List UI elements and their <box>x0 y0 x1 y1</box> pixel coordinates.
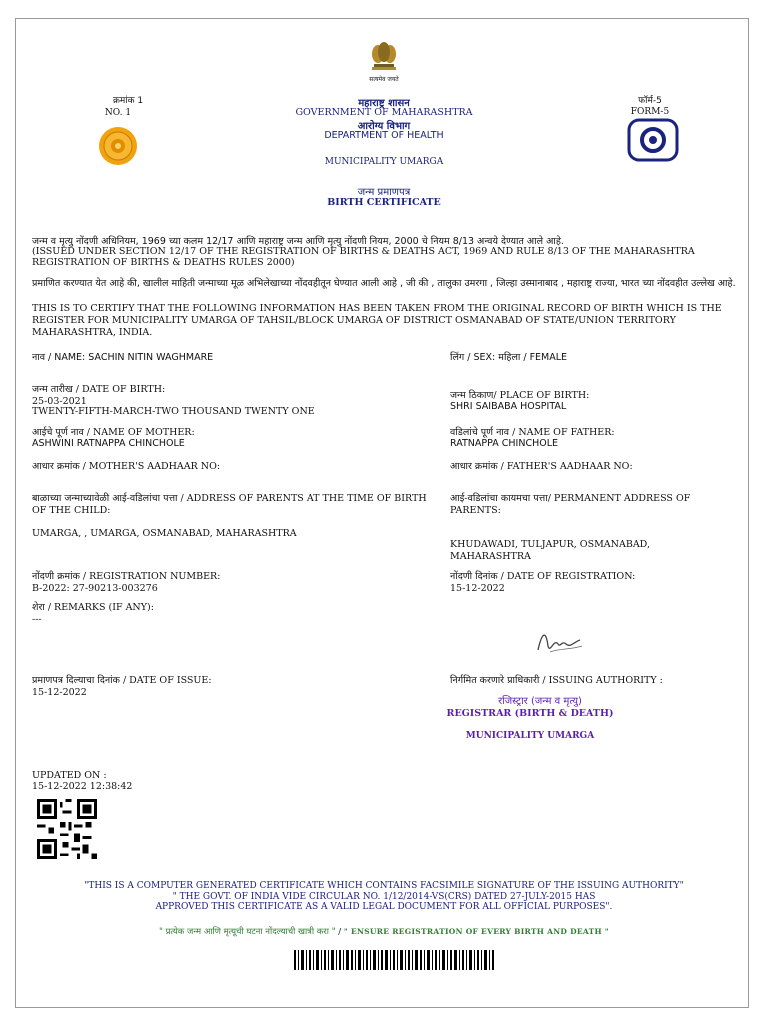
maharashtra-seal-icon <box>88 124 148 168</box>
address-birth-label: बाळाच्या जन्माच्यावेळी आई-वडिलांचा पत्ता / ADDRESS OF PARENTS AT THE TIME OF BIRTH OF THE CHILD: <box>32 493 427 516</box>
sex-value: महिला / FEMALE <box>498 352 568 363</box>
signature-image <box>530 618 590 666</box>
slogan-separator: / <box>335 927 344 937</box>
barcode-icon <box>294 950 494 970</box>
name-value: SACHIN NITIN WAGHMARE <box>88 352 214 363</box>
title-en: BIRTH CERTIFICATE <box>327 197 441 208</box>
footer-line-1: "THIS IS A COMPUTER GENERATED CERTIFICATE WHICH CONTAINS FACSIMILE SIGNATURE OF THE ISSUING AUTHORITY" <box>84 881 684 891</box>
address-perm-value: KHUDAWADI, TULJAPUR, OSMANABAD, MAHARASHTRA <box>450 539 650 562</box>
name-label: नाव / NAME: <box>32 352 89 363</box>
footer-line-3: APPROVED THIS CERTIFICATE AS A VALID LEGAL DOCUMENT FOR ALL OFFICIAL PURPOSES". <box>155 902 613 912</box>
regdate-label: नोंदणी दिनांक / DATE OF REGISTRATION: <box>450 571 636 582</box>
serial-mr: क्रमांक 1 <box>112 96 144 106</box>
dob-words: TWENTY-FIFTH-MARCH-TWO THOUSAND TWENTY ONE <box>32 406 315 417</box>
intro-en-1: (ISSUED UNDER SECTION 12/17 OF THE REGISTRATION OF BIRTHS & DEATHS ACT, 1969 AND RULE 8/13 OF THE MAHARASHTRA REGISTRATION OF BIRTHS & DEATHS RULES 2000) <box>32 246 695 268</box>
mother-label: आईचे पूर्ण नाव / NAME OF MOTHER: <box>32 427 195 438</box>
updated-label: UPDATED ON : <box>32 770 107 781</box>
govt-en: GOVERNMENT OF MAHARASHTRA <box>295 107 473 118</box>
address-perm-label: आई-वडिलांचा कायमचा पत्ता/ PERMANENT ADDRESS OF PARENTS: <box>450 493 691 516</box>
remarks-value: --- <box>32 614 42 625</box>
father-value: RATNAPPA CHINCHOLE <box>450 438 558 449</box>
slogan <box>34 926 734 938</box>
sex-row <box>450 352 740 364</box>
registrar-mr: रजिस्ट्रार (जन्म व मृत्यु) <box>498 696 582 707</box>
authority-label: निर्गमित करणारे प्राधिकारी / ISSUING AUTHORITY : <box>450 675 663 686</box>
sex-label: लिंग / SEX: <box>450 352 499 363</box>
dept-en: DEPARTMENT OF HEALTH <box>324 130 444 141</box>
pob-label: जन्म ठिकाण/ PLACE OF BIRTH: <box>450 390 590 401</box>
regno-label: नोंदणी क्रमांक / REGISTRATION NUMBER: <box>32 571 221 582</box>
dept-mr: आरोग्य विभाग <box>357 121 411 132</box>
registrar-en: REGISTRAR (BIRTH & DEATH) <box>446 708 614 719</box>
address-birth-value: UMARGA, , UMARGA, OSMANABAD, MAHARASHTRA <box>32 528 297 539</box>
slogan-mr: " प्रत्येक जन्म आणि मृत्यूची घटना नोंदल्याची खात्री करा " <box>158 927 336 937</box>
remarks-label: शेरा / REMARKS (IF ANY): <box>32 602 154 613</box>
municipality-header: MUNICIPALITY UMARGA <box>324 157 444 167</box>
health-dept-logo-icon <box>627 118 679 162</box>
father-label: वडिलांचे पूर्ण नाव / NAME OF FATHER: <box>450 427 615 438</box>
footer-line-2: " THE GOVT. OF INDIA VIDE CIRCULAR NO. 1/12/2014-VS(CRS) DATED 27-JULY-2015 HAS <box>172 892 596 902</box>
serial-en: NO. 1 <box>104 108 132 118</box>
intro-mr-1: जन्म व मृत्यु नोंदणी अधिनियम, 1969 च्या कलम 12/17 आणि महाराष्ट्र जन्म आणि मृत्यु नोंदणी नियम, 2000 चे नियम 8/13 अन्वये देण्यात आले आहे. <box>32 236 564 247</box>
emblem-caption: सत्यमेव जयते <box>369 76 399 83</box>
name-row <box>32 352 422 364</box>
intro-en-2: THIS IS TO CERTIFY THAT THE FOLLOWING INFORMATION HAS BEEN TAKEN FROM THE ORIGINAL RECORD OF BIRTH WHICH IS THE REGISTER FOR MUNICIPALITY UMARGA OF TAHSIL/BLOCK UMARGA OF DISTRICT OSMANABAD OF STATE/UNION TERRITORY MAHARASHTRA, INDIA. <box>32 303 722 338</box>
father-aadhaar-label: आधार क्रमांक / FATHER'S AADHAAR NO: <box>450 461 633 472</box>
issue-value: 15-12-2022 <box>32 687 87 698</box>
intro-mr-2: प्रमाणित करण्यात येत आहे की, खालील माहिती जन्माच्या मूळ अभिलेखाच्या नोंदवहीतून घेण्यात आली आहे , जी की , तालुका उमरगा , जिल्हा उस्मानाबाद , महाराष्ट्र राज्या, भारत च्या नोंदवहीत उल्लेख आहे. <box>32 278 736 289</box>
authority-municipality: MUNICIPALITY UMARGA <box>465 731 595 741</box>
pob-value: SHRI SAIBABA HOSPITAL <box>450 401 567 412</box>
mother-aadhaar-label: आधार क्रमांक / MOTHER'S AADHAAR NO: <box>32 461 221 472</box>
slogan-en: " ENSURE REGISTRATION OF EVERY BIRTH AND DEATH " <box>343 927 610 936</box>
dob-label: जन्म तारीख / DATE OF BIRTH: <box>32 384 166 395</box>
regno-value: B-2022: 27-90213-003276 <box>32 583 158 594</box>
regdate-value: 15-12-2022 <box>450 583 505 594</box>
title-mr: जन्म प्रमाणपत्र <box>357 187 411 198</box>
issue-label: प्रमाणपत्र दिल्याचा दिनांक / DATE OF ISSUE: <box>32 675 212 686</box>
dob-value: 25-03-2021 <box>32 396 87 407</box>
govt-mr: महाराष्ट्र शासन <box>358 98 410 109</box>
state-emblem-icon <box>360 40 408 80</box>
form-mr: फॉर्म-5 <box>638 96 662 106</box>
form-en: FORM-5 <box>630 107 670 117</box>
qr-code-icon <box>37 799 97 859</box>
mother-value: ASHWINI RATNAPPA CHINCHOLE <box>32 438 185 449</box>
updated-value: 15-12-2022 12:38:42 <box>32 781 133 792</box>
